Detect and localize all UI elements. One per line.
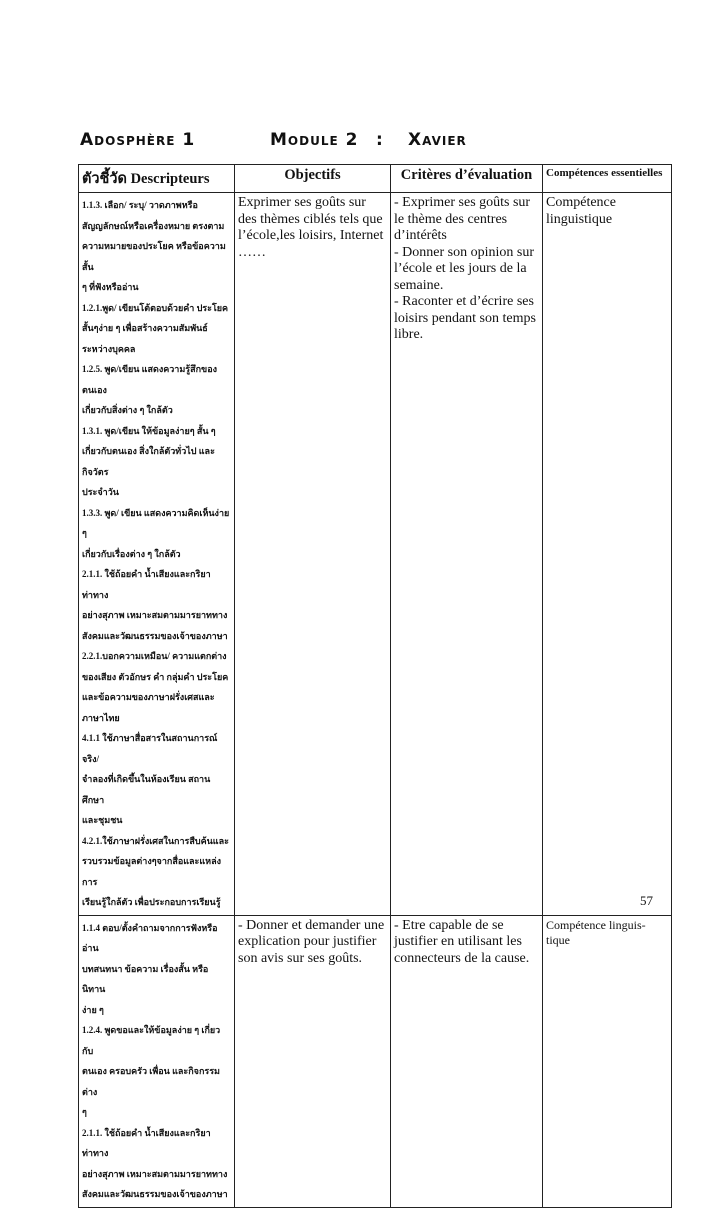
descripteur-line: บทสนทนา ข้อความ เรื่องสั้น หรือนิทาน [82,963,209,994]
critere-line: le thème des centres [394,211,508,227]
descripteur-line: 1.3.3. พูด/ เขียน แสดงความคิดเห็นง่าย ๆ [82,507,230,538]
critere-line: - Donner son opinion sur [394,244,534,260]
header-competences: Compétences essentielles [543,165,672,193]
header-colon: : [376,130,384,150]
header-descripteurs: ตัวชี้วัด Descripteurs [79,165,235,193]
critere-line: - Raconter et d’écrire ses [394,294,534,309]
critere-line: d’intérêts [394,228,447,243]
table-row [79,193,672,916]
descripteur-line: สังคมและวัฒนธรรมของเจ้าของภาษา [82,630,228,641]
descripteur-line: ภาษาไทย [82,712,120,723]
table-header-row [79,165,672,193]
critere-line: libre. [394,327,424,342]
descripteur-line: สังคมและวัฒนธรรมของเจ้าของภาษา [82,1189,228,1199]
descripteur-line: 4.1.1 ใช้ภาษาสื่อสารในสถานการณ์จริง/ [82,733,218,764]
descripteur-line: ระหว่างบุคคล [82,343,136,354]
criteres-cell [391,193,543,916]
competence-line: tique [546,932,570,947]
criteres-cell [391,915,543,1207]
objectif-line: des thèmes ciblés tels que [238,211,383,227]
book-title: Adosphère 1 [80,130,196,150]
competence-line: linguistique [546,211,613,227]
table-row [79,915,672,1207]
descripteur-line: 1.2.4. พูดขอและให้ข้อมูลง่าย ๆ เกี่ยวกับ [82,1025,221,1056]
competence-line: Compétence [546,195,616,210]
descripteur-line: สั้นๆง่าย ๆ เพื่อสร้างความสัมพันธ์ [82,323,208,333]
descripteur-line: 1.2.1.พูด/ เขียนโต้ตอบด้วยคำ ประโยค [82,302,229,313]
descripteur-line: 2.1.1. ใช้ถ้อยคำ น้ำเสียงและกริยาท่าทาง [82,569,211,600]
header-objectifs: Objectifs [235,165,391,193]
objectifs-cell [235,193,391,916]
descripteur-line: อย่างสุภาพ เหมาะสมตามมารยาททาง [82,1168,228,1179]
objectif-line: - Donner et demander une [238,917,385,933]
critere-line: semaine. [394,277,444,293]
descripteurs-cell [79,193,235,916]
document-header [80,130,680,154]
descripteur-line: 2.1.1. ใช้ถ้อยคำ น้ำเสียงและกริยาท่าทาง [82,1127,211,1158]
descripteur-line: 4.2.1.ใช้ภาษาฝรั่งเศสในการสืบค้นและ [82,835,229,846]
objectif-line: explication pour justifier [238,934,377,949]
critere-line: l’école et les jours de la [394,261,527,276]
descripteur-line: ๆ ที่ฟังหรืออ่าน [82,282,139,292]
objectif-line: l’école,les loisirs, Internet [238,228,384,243]
critere-line: - Etre capable de se [394,917,504,933]
module-name: Xavier [408,130,467,150]
critere-line: loisirs pendant son temps [394,310,536,326]
descripteur-line: 1.2.5. พูด/เขียน แสดงความรู้สึกของตนเอง [82,364,218,395]
descripteur-line: เกี่ยวกับสิ่งต่าง ๆ ใกล้ตัว [82,405,173,415]
descripteur-line: ของเสียง ตัวอักษร คำ กลุ่มคำ ประโยค [82,671,229,682]
descripteur-line: เกี่ยวกับเรื่องต่าง ๆ ใกล้ตัว [82,548,181,559]
descripteur-line: 1.1.4 ตอบ/ตั้งคำถามจากการฟังหรืออ่าน [82,922,218,953]
descripteur-line: เกี่ยวกับตนเอง สิ่งใกล้ตัวทั่วไป และกิจวัตร [82,446,215,477]
descripteur-line: ประจำวัน [82,487,119,497]
descripteurs-table [78,164,672,1208]
critere-line: justifier en utilisant les [394,934,522,949]
descripteur-line: ความหมายของประโยค หรือข้อความสั้น [82,241,226,272]
objectif-line: …… [238,244,266,260]
descripteur-line: จำลองที่เกิดขึ้นในห้องเรียน สถานศึกษา [82,774,211,805]
objectifs-cell [235,915,391,1207]
critere-line: - Exprimer ses goûts sur [394,195,531,210]
descripteur-line: 1.3.1. พูด/เขียน ให้ข้อมูลง่ายๆ สั้น ๆ [82,425,216,436]
descripteurs-cell [79,915,235,1207]
critere-line: connecteurs de la cause. [394,950,530,966]
descripteur-line: รวบรวมข้อมูลต่างๆจากสื่อและแหล่งการ [82,856,222,887]
objectif-line: son avis sur ses goûts. [238,950,363,966]
descripteur-line: ตนเอง ครอบครัว เพื่อน และกิจกรรมต่าง [82,1066,220,1097]
descripteur-line: ง่าย ๆ [82,1004,104,1015]
descripteur-line: เรียนรู้ใกล้ตัว เพื่อประกอบการเรียนรู้ [82,897,221,907]
competences-cell [543,915,672,1207]
descripteur-line: ๆ [82,1107,87,1117]
header-criteres: Critères d’évaluation [391,165,543,193]
page-number: 57 [640,893,653,908]
descripteur-line: อย่างสุภาพ เหมาะสมตามมารยาททาง [82,610,228,620]
descripteur-line: และข้อความของภาษาฝรั่งเศสและ [82,692,215,702]
competence-line: Compétence linguis- [546,917,646,932]
descripteur-line: และชุมชน [82,815,123,825]
descripteur-line: สัญญลักษณ์หรือเครื่องหมาย ตรงตาม [82,220,225,231]
descripteur-line: 1.1.3. เลือก/ ระบุ/ วาดภาพหรือ [82,200,198,210]
descripteur-line: 2.2.1.บอกความเหมือน/ ความแตกต่าง [82,651,227,661]
competences-cell [543,193,672,916]
module-label: Module 2 [270,130,359,150]
objectif-line: Exprimer ses goûts sur [238,195,366,210]
